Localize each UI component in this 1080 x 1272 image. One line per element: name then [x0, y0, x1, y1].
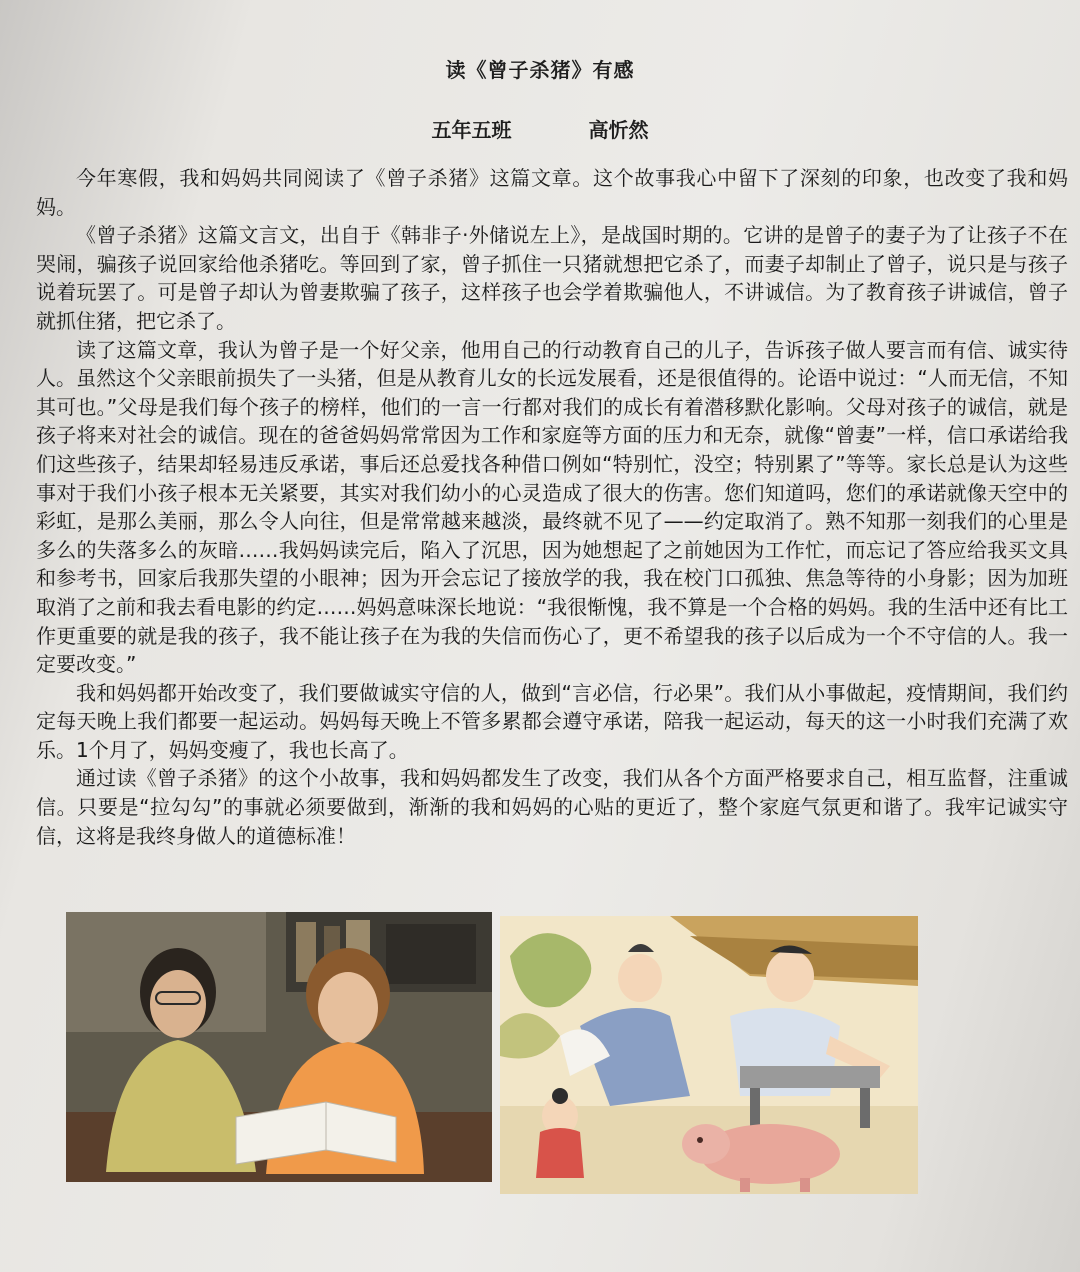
paragraph: 今年寒假，我和妈妈共同阅读了《曾子杀猪》这篇文章。这个故事我心中留下了深刻的印象，也改变了我和妈妈。 — [36, 166, 1068, 219]
essay-title: 读《曾子杀猪》有感 — [445, 58, 635, 82]
essay-body — [36, 164, 1068, 850]
paragraph: 《曾子杀猪》这篇文言文，出自于《韩非子·外储说左上》，是战国时期的。它讲的是曾子的妻子为了让孩子不在哭闹，骗孩子说回家给他杀猪吃。等回到了家，曾子抓住一只猪就想把它杀了，而妻子却制止了曾子，说只是与孩子说着玩罢了。可是曾子却认为曾妻欺骗了孩子，这样孩子也会学着欺骗他人，不讲诚信。为了教育孩子讲诚信，曾子就抓住猪，把它杀了。 — [36, 223, 1068, 333]
paragraph: 通过读《曾子杀猪》的这个小故事，我和妈妈都发生了改变，我们从各个方面严格要求自己，相互监督，注重诚信。只要是“拉勾勾”的事就必须要做到，渐渐的我和妈妈的心贴的更近了，整个家庭气氛更和谐了。我牢记诚实守信，这将是我终身做人的道德标准！ — [36, 766, 1068, 848]
reading-photo — [66, 912, 492, 1182]
paragraph: 读了这篇文章，我认为曾子是一个好父亲，他用自己的行动教育自己的儿子，告诉孩子做人要言而有信、诚实待人。虽然这个父亲眼前损失了一头猪，但是从教育儿女的长远发展看，还是很值得的。论语中说过：“人而无信，不知其可也。”父母是我们每个孩子的榜样，他们的一言一行都对我们的成长有着潜移默化影响。父母对孩子的诚信，就是孩子将来对社会的诚信。现在的爸爸妈妈常常因为工作和家庭等方面的压力和无奈，就像“曾妻”一样，信口承诺给我们这些孩子，结果却轻易违反承诺，事后还总爱找各种借口例如“特别忙，没空；特别累了”等等。家长总是认为这些事对于我们小孩子根本无关紧要，其实对我们幼小的心灵造成了很大的伤害。您们知道吗，您们的承诺就像天空中的彩虹，是那么美丽，那么令人向往，但是常常越来越淡，最终就不见了——约定取消了。熟不知那一刻我们的心里是多么的失落多么的灰暗……我妈妈读完后，陷入了沉思，因为她想起了之前她因为工作忙，而忘记了答应给我买文具和参考书，回家后我那失望的小眼神；因为开会忘记了接放学的我，我在校门口孤独、焦急等待的小身影；因为加班取消了之前和我去看电影的约定……妈妈意味深长地说：“我很惭愧，我不算是一个合格的妈妈。我的生活中还有比工作更重要的就是我的孩子，我不能让孩子在为我的失信而伤心了，更不希望我的孩子以后成为一个不守信的人。我一定要改变。” — [36, 337, 1068, 677]
class-label: 五年五班 — [431, 118, 512, 142]
byline — [0, 114, 1080, 143]
paragraph: 我和妈妈都开始改变了，我们要做诚实守信的人，做到“言必信，行必果”。我们从小事做起，疫情期间，我们约定每天晚上我们都要一起运动。妈妈每天晚上不管多累都会遵守承诺，陪我一起运动，每天的这一小时我们充满了欢乐。1个月了，妈妈变瘦了，我也长高了。 — [36, 680, 1068, 762]
story-illustration — [500, 916, 918, 1194]
author-name: 高忻然 — [588, 118, 649, 142]
